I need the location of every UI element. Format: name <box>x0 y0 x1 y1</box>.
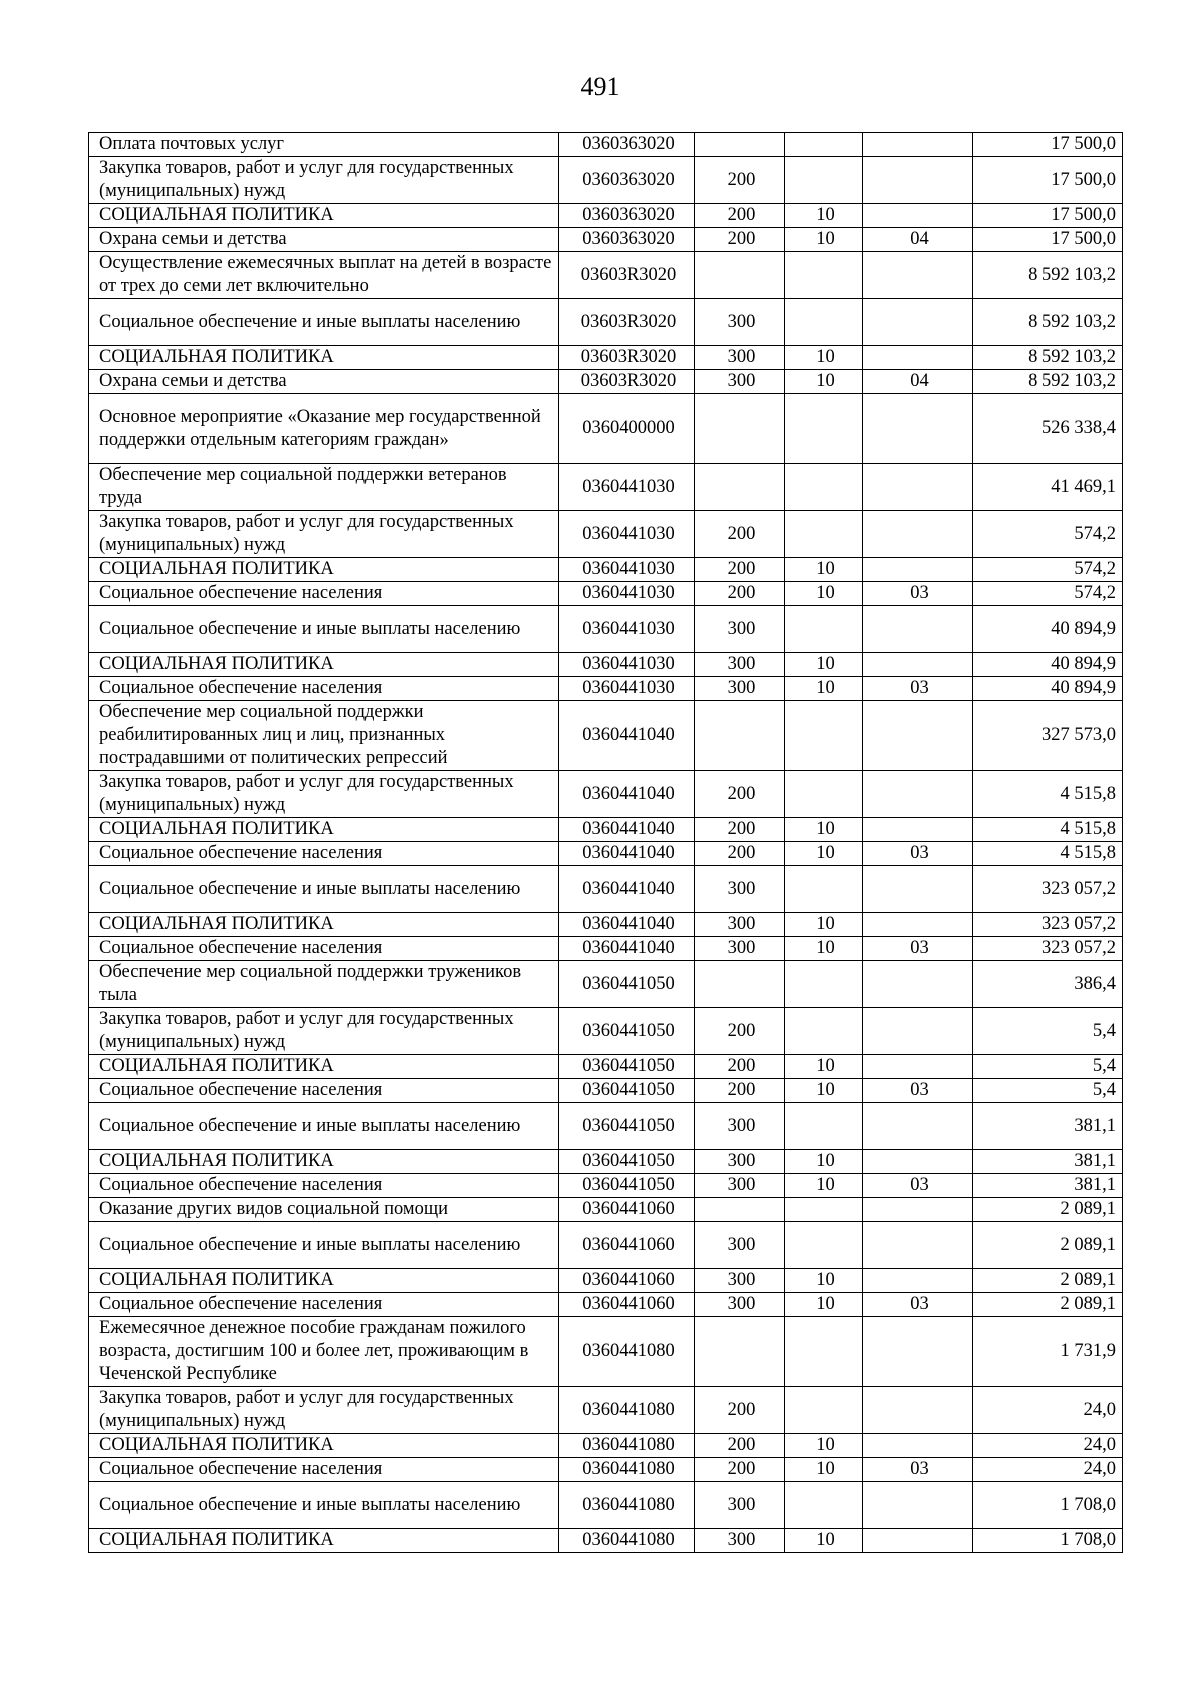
row-amount-cell: 17 500,0 <box>973 133 1123 157</box>
row-section-cell <box>785 133 863 157</box>
row-code-cell: 03603R3020 <box>559 299 695 346</box>
row-expense-type-cell: 300 <box>695 606 785 653</box>
row-name-cell: Социальное обеспечение населения <box>89 1458 559 1482</box>
row-amount-cell: 1 731,9 <box>973 1317 1123 1387</box>
row-expense-type-cell: 300 <box>695 1103 785 1150</box>
row-subsection-cell <box>863 157 973 204</box>
row-code-cell: 0360441040 <box>559 818 695 842</box>
row-expense-type-cell: 200 <box>695 1434 785 1458</box>
row-subsection-cell <box>863 1150 973 1174</box>
row-subsection-cell: 03 <box>863 1293 973 1317</box>
row-code-cell: 0360441060 <box>559 1222 695 1269</box>
page-number: 491 <box>580 72 620 101</box>
row-code-cell: 0360441040 <box>559 771 695 818</box>
row-expense-type-cell: 200 <box>695 204 785 228</box>
row-section-cell: 10 <box>785 558 863 582</box>
row-expense-type-cell: 300 <box>695 1174 785 1198</box>
row-section-cell: 10 <box>785 653 863 677</box>
row-code-cell: 0360441050 <box>559 961 695 1008</box>
row-section-cell: 10 <box>785 1079 863 1103</box>
row-code-cell: 0360441050 <box>559 1055 695 1079</box>
row-subsection-cell <box>863 818 973 842</box>
row-expense-type-cell: 300 <box>695 1529 785 1553</box>
row-amount-cell: 1 708,0 <box>973 1529 1123 1553</box>
row-code-cell: 0360441080 <box>559 1434 695 1458</box>
row-subsection-cell <box>863 1008 973 1055</box>
row-amount-cell: 5,4 <box>973 1079 1123 1103</box>
row-expense-type-cell: 300 <box>695 1269 785 1293</box>
row-subsection-cell <box>863 866 973 913</box>
row-code-cell: 0360441030 <box>559 511 695 558</box>
row-amount-cell: 323 057,2 <box>973 913 1123 937</box>
row-amount-cell: 17 500,0 <box>973 228 1123 252</box>
table-row <box>89 228 1123 252</box>
row-code-cell: 0360441050 <box>559 1008 695 1055</box>
row-code-cell: 0360441060 <box>559 1269 695 1293</box>
row-amount-cell: 8 592 103,2 <box>973 299 1123 346</box>
row-expense-type-cell: 300 <box>695 937 785 961</box>
row-code-cell: 0360441080 <box>559 1529 695 1553</box>
row-expense-type-cell <box>695 701 785 771</box>
row-name-cell: Закупка товаров, работ и услуг для государственных (муниципальных) нужд <box>89 511 559 558</box>
row-code-cell: 0360441030 <box>559 606 695 653</box>
row-amount-cell: 4 515,8 <box>973 771 1123 818</box>
row-amount-cell: 323 057,2 <box>973 866 1123 913</box>
row-section-cell <box>785 1317 863 1387</box>
row-amount-cell: 381,1 <box>973 1103 1123 1150</box>
row-section-cell <box>785 511 863 558</box>
row-section-cell: 10 <box>785 913 863 937</box>
table-row <box>89 1055 1123 1079</box>
row-section-cell <box>785 701 863 771</box>
table-row <box>89 133 1123 157</box>
row-subsection-cell <box>863 346 973 370</box>
row-name-cell: Обеспечение мер социальной поддержки тружеников тыла <box>89 961 559 1008</box>
row-amount-cell: 574,2 <box>973 582 1123 606</box>
row-section-cell <box>785 394 863 464</box>
row-subsection-cell <box>863 1198 973 1222</box>
row-name-cell: Оказание других видов социальной помощи <box>89 1198 559 1222</box>
row-expense-type-cell <box>695 961 785 1008</box>
row-subsection-cell <box>863 1529 973 1553</box>
row-section-cell: 10 <box>785 1269 863 1293</box>
row-amount-cell: 2 089,1 <box>973 1293 1123 1317</box>
row-code-cell: 0360441080 <box>559 1458 695 1482</box>
row-subsection-cell <box>863 701 973 771</box>
row-expense-type-cell <box>695 252 785 299</box>
row-amount-cell: 40 894,9 <box>973 677 1123 701</box>
row-expense-type-cell: 200 <box>695 818 785 842</box>
row-subsection-cell: 03 <box>863 1458 973 1482</box>
row-section-cell: 10 <box>785 370 863 394</box>
row-section-cell <box>785 961 863 1008</box>
row-section-cell: 10 <box>785 1529 863 1553</box>
row-section-cell <box>785 606 863 653</box>
row-section-cell: 10 <box>785 677 863 701</box>
row-amount-cell: 381,1 <box>973 1174 1123 1198</box>
table-row <box>89 1387 1123 1434</box>
row-name-cell: Социальное обеспечение населения <box>89 582 559 606</box>
row-subsection-cell <box>863 1482 973 1529</box>
table-row <box>89 1458 1123 1482</box>
row-code-cell: 0360441030 <box>559 677 695 701</box>
table-row <box>89 1482 1123 1529</box>
row-amount-cell: 24,0 <box>973 1458 1123 1482</box>
row-code-cell: 0360363020 <box>559 157 695 204</box>
row-expense-type-cell <box>695 133 785 157</box>
row-subsection-cell: 03 <box>863 842 973 866</box>
row-expense-type-cell: 300 <box>695 1482 785 1529</box>
row-section-cell: 10 <box>785 1055 863 1079</box>
row-code-cell: 0360441050 <box>559 1103 695 1150</box>
table-row <box>89 1529 1123 1553</box>
row-name-cell: Социальное обеспечение населения <box>89 1293 559 1317</box>
row-amount-cell: 574,2 <box>973 558 1123 582</box>
table-row <box>89 818 1123 842</box>
table-row <box>89 866 1123 913</box>
table-row <box>89 677 1123 701</box>
row-name-cell: Социальное обеспечение населения <box>89 1174 559 1198</box>
row-amount-cell: 2 089,1 <box>973 1222 1123 1269</box>
row-expense-type-cell: 200 <box>695 771 785 818</box>
row-code-cell: 03603R3020 <box>559 252 695 299</box>
row-expense-type-cell <box>695 394 785 464</box>
table-row <box>89 937 1123 961</box>
table-row <box>89 464 1123 511</box>
row-section-cell: 10 <box>785 937 863 961</box>
row-section-cell <box>785 1222 863 1269</box>
row-subsection-cell <box>863 394 973 464</box>
row-section-cell <box>785 866 863 913</box>
row-expense-type-cell: 200 <box>695 1079 785 1103</box>
row-code-cell: 0360363020 <box>559 204 695 228</box>
row-section-cell: 10 <box>785 1458 863 1482</box>
row-name-cell: Социальное обеспечение и иные выплаты населению <box>89 299 559 346</box>
row-amount-cell: 2 089,1 <box>973 1198 1123 1222</box>
row-expense-type-cell: 200 <box>695 1055 785 1079</box>
row-subsection-cell: 03 <box>863 677 973 701</box>
row-code-cell: 03603R3020 <box>559 370 695 394</box>
row-name-cell: Охрана семьи и детства <box>89 370 559 394</box>
row-section-cell: 10 <box>785 346 863 370</box>
row-expense-type-cell: 300 <box>695 913 785 937</box>
table-row <box>89 842 1123 866</box>
row-code-cell: 0360400000 <box>559 394 695 464</box>
row-expense-type-cell: 200 <box>695 842 785 866</box>
row-section-cell: 10 <box>785 228 863 252</box>
table-row <box>89 1317 1123 1387</box>
row-expense-type-cell: 200 <box>695 1458 785 1482</box>
row-name-cell: Закупка товаров, работ и услуг для государственных (муниципальных) нужд <box>89 771 559 818</box>
row-name-cell: Социальное обеспечение и иные выплаты населению <box>89 1482 559 1529</box>
row-name-cell: СОЦИАЛЬНАЯ ПОЛИТИКА <box>89 1269 559 1293</box>
row-subsection-cell <box>863 464 973 511</box>
row-name-cell: СОЦИАЛЬНАЯ ПОЛИТИКА <box>89 818 559 842</box>
row-amount-cell: 386,4 <box>973 961 1123 1008</box>
row-name-cell: Закупка товаров, работ и услуг для государственных (муниципальных) нужд <box>89 157 559 204</box>
row-code-cell: 0360441040 <box>559 701 695 771</box>
row-section-cell <box>785 771 863 818</box>
row-amount-cell: 381,1 <box>973 1150 1123 1174</box>
row-code-cell: 0360441040 <box>559 937 695 961</box>
row-subsection-cell: 03 <box>863 1079 973 1103</box>
row-amount-cell: 41 469,1 <box>973 464 1123 511</box>
row-expense-type-cell: 300 <box>695 346 785 370</box>
row-expense-type-cell <box>695 1198 785 1222</box>
row-amount-cell: 5,4 <box>973 1008 1123 1055</box>
row-name-cell: СОЦИАЛЬНАЯ ПОЛИТИКА <box>89 558 559 582</box>
row-amount-cell: 574,2 <box>973 511 1123 558</box>
row-code-cell: 0360441050 <box>559 1174 695 1198</box>
row-expense-type-cell: 300 <box>695 370 785 394</box>
row-subsection-cell: 03 <box>863 1174 973 1198</box>
row-section-cell <box>785 299 863 346</box>
row-subsection-cell <box>863 558 973 582</box>
row-subsection-cell <box>863 204 973 228</box>
row-subsection-cell <box>863 1269 973 1293</box>
row-name-cell: Ежемесячное денежное пособие гражданам пожилого возраста, достигшим 100 и более лет, проживающим в Чеченской Республике <box>89 1317 559 1387</box>
row-name-cell: Социальное обеспечение населения <box>89 677 559 701</box>
table-row <box>89 558 1123 582</box>
row-amount-cell: 8 592 103,2 <box>973 370 1123 394</box>
row-expense-type-cell: 300 <box>695 1150 785 1174</box>
budget-table <box>88 132 1123 1553</box>
table-row <box>89 653 1123 677</box>
table-row <box>89 913 1123 937</box>
row-subsection-cell <box>863 1317 973 1387</box>
row-amount-cell: 8 592 103,2 <box>973 252 1123 299</box>
row-subsection-cell <box>863 511 973 558</box>
row-expense-type-cell: 300 <box>695 1222 785 1269</box>
row-code-cell: 0360441080 <box>559 1387 695 1434</box>
row-section-cell <box>785 1198 863 1222</box>
row-code-cell: 0360441050 <box>559 1150 695 1174</box>
row-subsection-cell <box>863 771 973 818</box>
row-section-cell: 10 <box>785 204 863 228</box>
row-name-cell: Обеспечение мер социальной поддержки ветеранов труда <box>89 464 559 511</box>
row-subsection-cell <box>863 252 973 299</box>
row-expense-type-cell: 200 <box>695 157 785 204</box>
row-subsection-cell <box>863 1387 973 1434</box>
row-subsection-cell <box>863 606 973 653</box>
row-name-cell: Социальное обеспечение населения <box>89 1079 559 1103</box>
row-name-cell: Социальное обеспечение населения <box>89 842 559 866</box>
row-name-cell: СОЦИАЛЬНАЯ ПОЛИТИКА <box>89 204 559 228</box>
row-amount-cell: 24,0 <box>973 1434 1123 1458</box>
row-amount-cell: 327 573,0 <box>973 701 1123 771</box>
table-row <box>89 961 1123 1008</box>
budget-table-body <box>89 133 1123 1553</box>
row-name-cell: СОЦИАЛЬНАЯ ПОЛИТИКА <box>89 913 559 937</box>
row-subsection-cell <box>863 299 973 346</box>
row-amount-cell: 17 500,0 <box>973 157 1123 204</box>
table-row <box>89 771 1123 818</box>
row-code-cell: 0360441030 <box>559 558 695 582</box>
row-name-cell: СОЦИАЛЬНАЯ ПОЛИТИКА <box>89 346 559 370</box>
table-row <box>89 1269 1123 1293</box>
row-amount-cell: 4 515,8 <box>973 818 1123 842</box>
row-amount-cell: 1 708,0 <box>973 1482 1123 1529</box>
row-name-cell: Социальное обеспечение населения <box>89 937 559 961</box>
row-subsection-cell: 04 <box>863 370 973 394</box>
table-row <box>89 1434 1123 1458</box>
table-row <box>89 1008 1123 1055</box>
row-expense-type-cell: 200 <box>695 1387 785 1434</box>
table-row <box>89 1103 1123 1150</box>
row-section-cell: 10 <box>785 582 863 606</box>
table-row <box>89 1079 1123 1103</box>
table-row <box>89 299 1123 346</box>
row-code-cell: 0360441060 <box>559 1293 695 1317</box>
row-subsection-cell <box>863 1103 973 1150</box>
table-row <box>89 1174 1123 1198</box>
row-amount-cell: 40 894,9 <box>973 606 1123 653</box>
row-subsection-cell <box>863 653 973 677</box>
row-section-cell: 10 <box>785 1150 863 1174</box>
row-name-cell: Обеспечение мер социальной поддержки реабилитированных лиц и лиц, признанных пострадавшими от политических репрессий <box>89 701 559 771</box>
row-code-cell: 0360441050 <box>559 1079 695 1103</box>
row-subsection-cell: 04 <box>863 228 973 252</box>
row-subsection-cell <box>863 1055 973 1079</box>
row-name-cell: Оплата почтовых услуг <box>89 133 559 157</box>
row-expense-type-cell: 300 <box>695 299 785 346</box>
table-row <box>89 1222 1123 1269</box>
row-subsection-cell <box>863 961 973 1008</box>
row-section-cell: 10 <box>785 1293 863 1317</box>
row-amount-cell: 40 894,9 <box>973 653 1123 677</box>
row-section-cell <box>785 464 863 511</box>
row-expense-type-cell: 300 <box>695 866 785 913</box>
row-expense-type-cell: 300 <box>695 653 785 677</box>
row-section-cell: 10 <box>785 1174 863 1198</box>
row-amount-cell: 2 089,1 <box>973 1269 1123 1293</box>
row-section-cell <box>785 1008 863 1055</box>
row-code-cell: 0360441060 <box>559 1198 695 1222</box>
row-name-cell: СОЦИАЛЬНАЯ ПОЛИТИКА <box>89 653 559 677</box>
row-name-cell: СОЦИАЛЬНАЯ ПОЛИТИКА <box>89 1150 559 1174</box>
row-code-cell: 0360441080 <box>559 1482 695 1529</box>
table-row <box>89 511 1123 558</box>
row-expense-type-cell: 300 <box>695 1293 785 1317</box>
row-subsection-cell <box>863 1222 973 1269</box>
row-expense-type-cell: 300 <box>695 677 785 701</box>
row-amount-cell: 17 500,0 <box>973 204 1123 228</box>
row-section-cell: 10 <box>785 842 863 866</box>
row-code-cell: 0360363020 <box>559 133 695 157</box>
row-section-cell: 10 <box>785 1434 863 1458</box>
row-name-cell: Охрана семьи и детства <box>89 228 559 252</box>
table-row <box>89 606 1123 653</box>
row-name-cell: Социальное обеспечение и иные выплаты населению <box>89 606 559 653</box>
row-code-cell: 0360363020 <box>559 228 695 252</box>
row-subsection-cell <box>863 1434 973 1458</box>
row-name-cell: Осуществление ежемесячных выплат на детей в возрасте от трех до семи лет включительно <box>89 252 559 299</box>
table-row <box>89 157 1123 204</box>
row-section-cell <box>785 157 863 204</box>
row-expense-type-cell <box>695 464 785 511</box>
row-expense-type-cell: 200 <box>695 582 785 606</box>
row-section-cell <box>785 1387 863 1434</box>
table-row <box>89 346 1123 370</box>
row-section-cell <box>785 1482 863 1529</box>
row-name-cell: Закупка товаров, работ и услуг для государственных (муниципальных) нужд <box>89 1008 559 1055</box>
row-subsection-cell <box>863 133 973 157</box>
row-section-cell <box>785 1103 863 1150</box>
row-code-cell: 0360441080 <box>559 1317 695 1387</box>
row-code-cell: 0360441040 <box>559 866 695 913</box>
row-subsection-cell <box>863 913 973 937</box>
row-name-cell: Социальное обеспечение и иные выплаты населению <box>89 866 559 913</box>
row-code-cell: 03603R3020 <box>559 346 695 370</box>
table-row <box>89 394 1123 464</box>
row-name-cell: Основное мероприятие «Оказание мер государственной поддержки отдельным категориям граждан» <box>89 394 559 464</box>
row-expense-type-cell: 200 <box>695 558 785 582</box>
row-section-cell: 10 <box>785 818 863 842</box>
row-amount-cell: 8 592 103,2 <box>973 346 1123 370</box>
row-code-cell: 0360441040 <box>559 842 695 866</box>
row-expense-type-cell: 200 <box>695 1008 785 1055</box>
row-name-cell: СОЦИАЛЬНАЯ ПОЛИТИКА <box>89 1434 559 1458</box>
row-code-cell: 0360441030 <box>559 653 695 677</box>
table-row <box>89 370 1123 394</box>
row-expense-type-cell: 200 <box>695 511 785 558</box>
row-amount-cell: 4 515,8 <box>973 842 1123 866</box>
row-code-cell: 0360441030 <box>559 582 695 606</box>
row-name-cell: Социальное обеспечение и иные выплаты населению <box>89 1222 559 1269</box>
row-code-cell: 0360441040 <box>559 913 695 937</box>
row-subsection-cell: 03 <box>863 937 973 961</box>
row-section-cell <box>785 252 863 299</box>
row-name-cell: СОЦИАЛЬНАЯ ПОЛИТИКА <box>89 1529 559 1553</box>
row-subsection-cell: 03 <box>863 582 973 606</box>
row-amount-cell: 323 057,2 <box>973 937 1123 961</box>
row-amount-cell: 24,0 <box>973 1387 1123 1434</box>
row-amount-cell: 5,4 <box>973 1055 1123 1079</box>
row-name-cell: Закупка товаров, работ и услуг для государственных (муниципальных) нужд <box>89 1387 559 1434</box>
table-row <box>89 252 1123 299</box>
table-row <box>89 1198 1123 1222</box>
row-expense-type-cell: 200 <box>695 228 785 252</box>
row-expense-type-cell <box>695 1317 785 1387</box>
row-name-cell: Социальное обеспечение и иные выплаты населению <box>89 1103 559 1150</box>
table-row <box>89 204 1123 228</box>
table-row <box>89 1150 1123 1174</box>
row-amount-cell: 526 338,4 <box>973 394 1123 464</box>
table-row <box>89 582 1123 606</box>
table-row <box>89 701 1123 771</box>
table-row <box>89 1293 1123 1317</box>
row-code-cell: 0360441030 <box>559 464 695 511</box>
row-name-cell: СОЦИАЛЬНАЯ ПОЛИТИКА <box>89 1055 559 1079</box>
